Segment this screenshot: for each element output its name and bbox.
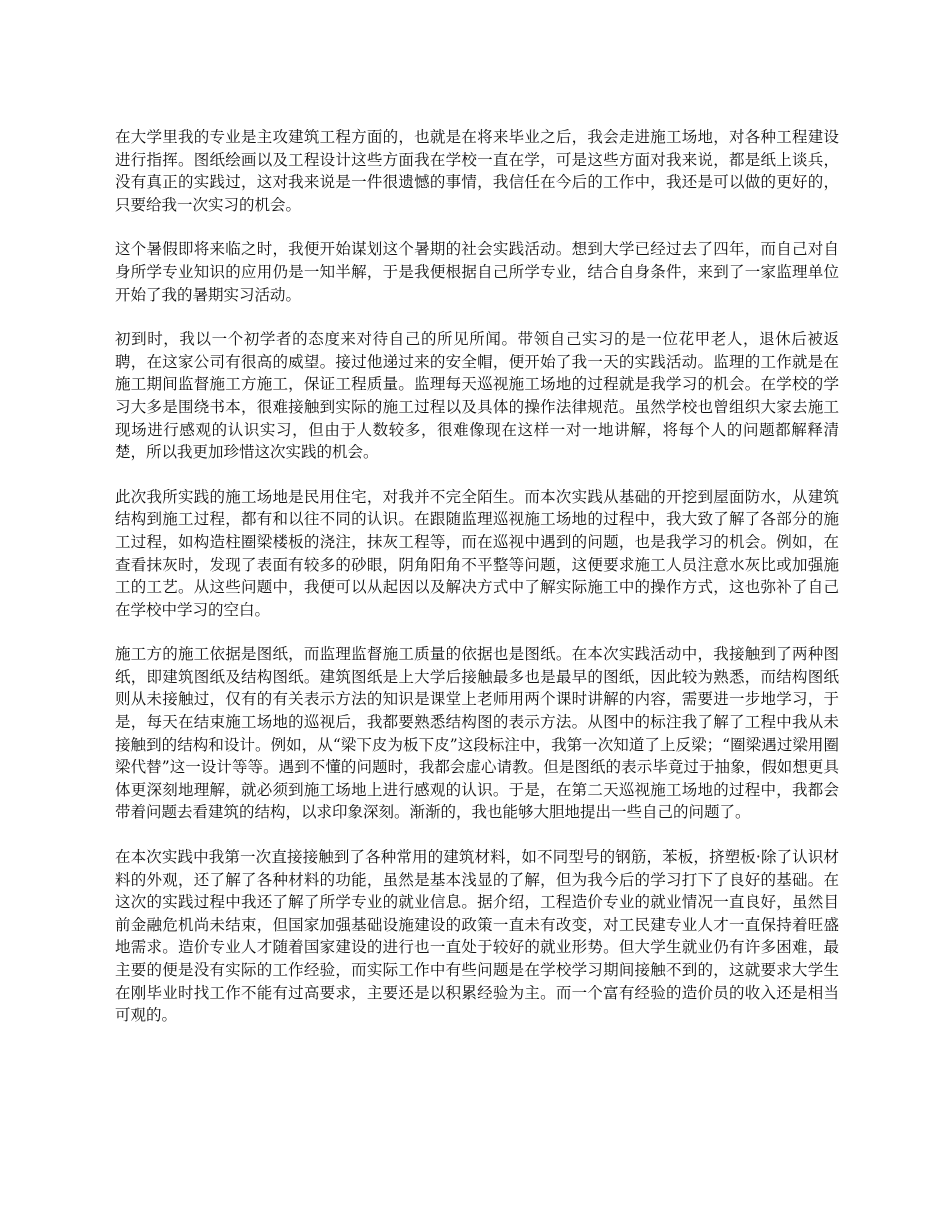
paragraph: 初到时，我以一个初学者的态度来对待自己的所见所闻。带领自己实习的是一位花甲老人，退休后被返聘，在这家公司有很高的威望。接过他递过来的安全帽，便开始了我一天的实践活动。监理的工作就是在施工期间监督施工方施工，保证工程质量。监理每天巡视施工场地的过程就是我学习的机会。在学校的学习大多是围绕书本，很难接触到实际的施工过程以及具体的操作法律规范。虽然学校也曾组织大家去施工现场进行感观的认识实习，但由于人数较多，很难像现在这样一对一地讲解，将每个人的问题都解释清楚，所以我更加珍惜这次实践的机会。	[115, 330, 839, 462]
paragraph: 在大学里我的专业是主攻建筑工程方面的，也就是在将来毕业之后，我会走进施工场地，对各种工程建设进行指挥。图纸绘画以及工程设计这些方面我在学校一直在学，可是这些方面对我来说，都是纸上谈兵，没有真正的实践过，这对我来说是一件很遗憾的事情，我信任在今后的工作中，我还是可以做的更好的，只要给我一次实习的机会。	[115, 128, 839, 214]
paragraph: 在本次实践中我第一次直接接触到了各种常用的建筑材料，如不同型号的钢筋，苯板，挤塑板·除了认识材料的外观，还了解了各种材料的功能，虽然是基本浅显的了解，但为我今后的学习打下了良好的基础。在这次的实践过程中我还了解了所学专业的就业信息。据介绍，工程造价专业的就业情况一直良好，虽然目前金融危机尚未结束，但国家加强基础设施建设的政策一直未有改变，对工民建专业人才一直保持着旺盛地需求。造价专业人才随着国家建设的进行也一直处于较好的就业形势。但大学生就业仍有许多困难，最主要的便是没有实际的工作经验，而实际工作中有些问题是在学校学习期间接触不到的，这就要求大学生在刚毕业时找工作不能有过高要求，主要还是以积累经验为主。而一个富有经验的造价员的收入还是相当可观的。	[115, 848, 839, 1025]
paragraph: 这个暑假即将来临之时，我便开始谋划这个暑期的社会实践活动。想到大学已经过去了四年，而自己对自身所学专业知识的应用仍是一知半解，于是我便根据自己所学专业，结合自身条件，来到了一家监理单位开始了我的暑期实习活动。	[115, 240, 839, 304]
paragraph: 此次我所实践的施工场地是民用住宅，对我并不完全陌生。而本次实践从基础的开挖到屋面防水，从建筑结构到施工过程，都有和以往不同的认识。在跟随监理巡视施工场地的过程中，我大致了解了各部分的施工过程，如构造柱圈梁楼板的浇注，抹灰工程等，而在巡视中遇到的问题，也是我学习的机会。例如，在查看抹灰时，发现了表面有较多的砂眼，阴角阳角不平整等问题，这便要求施工人员注意水灰比或加强施工的工艺。从这些问题中，我便可以从起因以及解决方式中了解实际施工中的操作方式，这也弥补了自己在学校中学习的空白。	[115, 487, 839, 619]
document-body	[115, 126, 839, 1049]
paragraph: 施工方的施工依据是图纸，而监理监督施工质量的依据也是图纸。在本次实践活动中，我接触到了两种图纸，即建筑图纸及结构图纸。建筑图纸是上大学后接触最多也是最早的图纸，因此较为熟悉，而结构图纸则从未接触过，仅有的有关表示方法的知识是课堂上老师用两个课时讲解的内容，需要进一步地学习，于是，每天在结束施工场地的巡视后，我都要熟悉结构图的表示方法。从图中的标注我了解了工程中我从未接触到的结构和设计。例如，从“梁下皮为板下皮”这段标注中，我第一次知道了上反梁；“圈梁遇过梁用圈梁代替”这一设计等等。遇到不懂的问题时，我都会虚心请教。但是图纸的表示毕竟过于抽象，假如想更具体更深刻地理解，就必须到施工场地上进行感观的认识。于是，在第二天巡视施工场地的过程中，我都会带着问题去看建筑的结构，以求印象深刻。渐渐的，我也能够大胆地提出一些自己的问题了。	[115, 645, 839, 822]
